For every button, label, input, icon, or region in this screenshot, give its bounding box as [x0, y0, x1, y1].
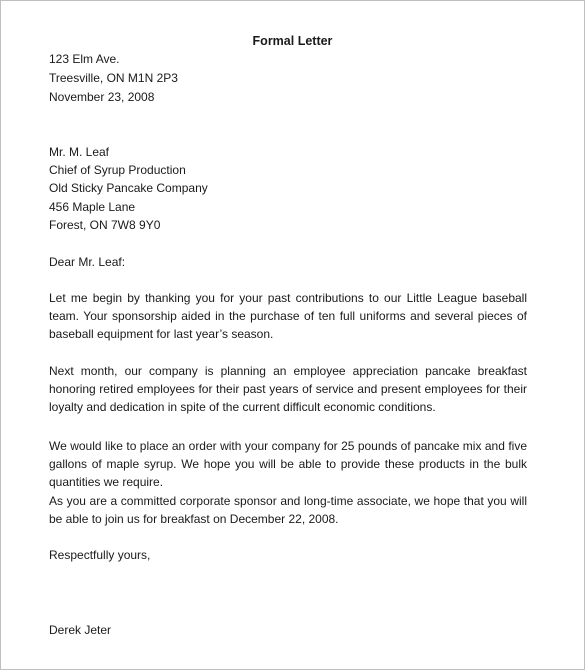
body-paragraph-2: Next month, our company is planning an employee appreciation pancake breakfast honoring retired employees for their past years of service and present employees for their loyalty and dedication in spite of the current difficult economic conditions.: [49, 364, 527, 414]
signature-name: Derek Jeter: [49, 623, 112, 637]
body-paragraph-1: Let me begin by thanking you for your past contributions to our Little League baseball team. Your sponsorship aided in the purchase of ten full uniforms and several pieces of baseball equipment for last year’s season.: [49, 291, 527, 341]
sender-street: 123 Elm Ave.: [49, 52, 120, 66]
recipient-name: Mr. M. Leaf: [49, 145, 110, 159]
sender-city: Treesville, ON M1N 2P3: [49, 71, 178, 85]
recipient-company: Old Sticky Pancake Company: [49, 181, 208, 195]
recipient-position: Chief of Syrup Production: [49, 163, 186, 177]
salutation: Dear Mr. Leaf:: [49, 255, 126, 269]
letter-date: November 23, 2008: [49, 90, 155, 104]
body-paragraph-4: As you are a committed corporate sponsor and long-time associate, we hope that you will be able to join us for breakfast on December 22, 2008.: [49, 494, 527, 526]
closing: Respectfully yours,: [49, 548, 151, 562]
body-paragraph-3: We would like to place an order with your company for 25 pounds of pancake mix and five gallons of maple syrup. We hope you will be able to provide these products in the bulk quantities we require.: [49, 439, 527, 489]
recipient-street: 456 Maple Lane: [49, 200, 136, 214]
recipient-city: Forest, ON 7W8 9Y0: [49, 218, 161, 232]
document-title: Formal Letter: [252, 34, 333, 48]
